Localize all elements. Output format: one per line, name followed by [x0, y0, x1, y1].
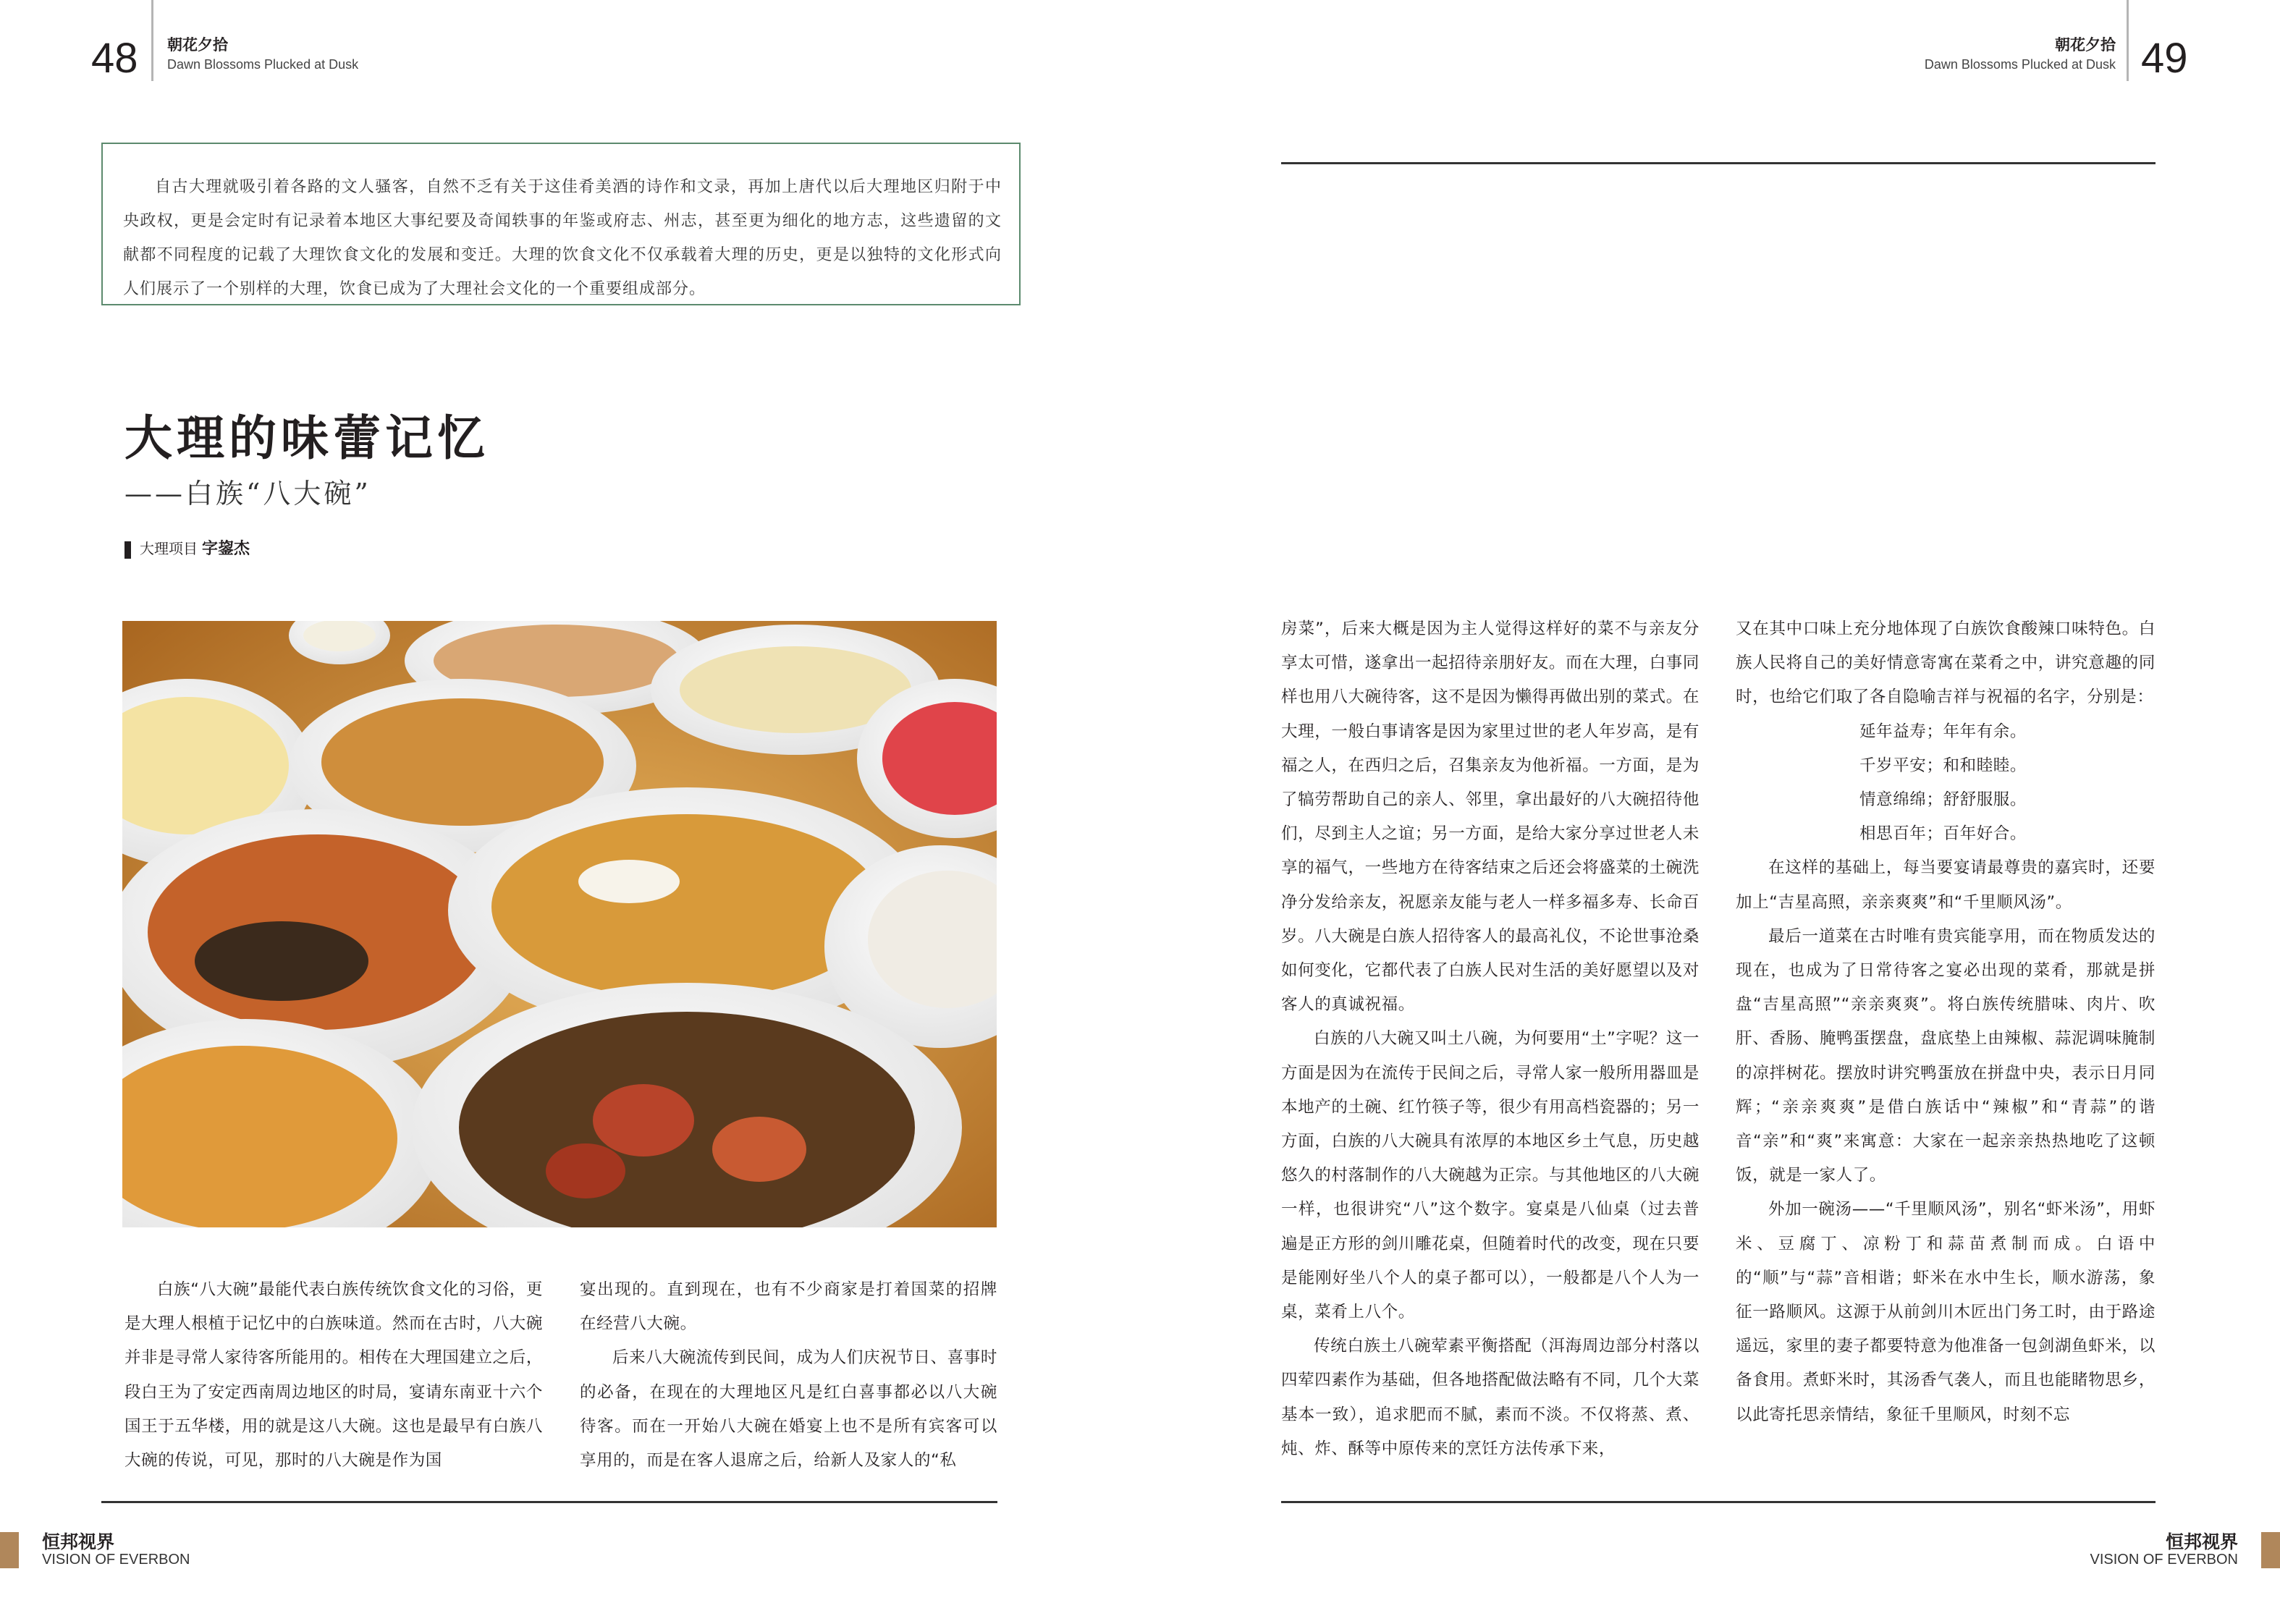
paragraph-continued: 宴出现的。直到现在，也有不少商家是打着国菜的招牌在经营八大碗。 [580, 1280, 997, 1334]
paragraph: 白族“八大碗”最能代表白族传统饮食文化的习俗，更是大理人根植于记忆中的白族味道。然而在古时，八大碗并非是寻常人家待客所能用的。相传在大理国建立之后，段白王为了安定西南周边地区的时局，宴请东南亚十六个国王于五华楼，用的就是这八大碗。这也是最早有白族八大碗的传说，可见，那时的八大碗是作为国 [124, 1280, 543, 1471]
left-footer-block [0, 1532, 19, 1568]
byline-marker [124, 541, 131, 559]
body-column-4 [1736, 612, 2156, 1432]
left-column-title-cn: 朝花夕拾 [167, 36, 228, 54]
left-footer-brand-en: VISION OF EVERBON [42, 1552, 190, 1568]
intro-box [101, 143, 1021, 305]
left-column-title-en: Dawn Blossoms Plucked at Dusk [167, 57, 359, 72]
blessing-line: 情意绵绵；舒舒服服。 [1859, 790, 2027, 810]
right-footer-brand-cn: 恒邦视界 [2165, 1531, 2238, 1552]
paragraph: 最后一道菜在古时唯有贵宾能享用，而在物质发达的现在，也成为了日常待客之宴必出现的菜肴，那就是拼盘“吉星高照”“亲亲爽爽”。将白族传统腊味、肉片、吹肝、香肠、腌鸭蛋摆盘，盘底垫上由辣椒、蒜泥调味腌制的凉拌树花。摆放时讲究鸭蛋放在拼盘中央，表示日月同辉；“亲亲爽爽”是借白族话中“辣椒”和“青蒜”的谐音“亲”和“爽”来寓意：大家在一起亲亲热热地吃了这顿饭，就是一家人了。 [1736, 926, 2156, 1185]
paragraph: 在这样的基础上，每当要宴请最尊贵的嘉宾时，还要加上“吉星高照，亲亲爽爽”和“千里顺风汤”。 [1736, 858, 2156, 912]
blessing-line: 千岁平安；和和睦睦。 [1859, 756, 2027, 775]
article-subtitle: ——白族“八大碗” [124, 478, 371, 509]
right-bottom-rule [1281, 1501, 2156, 1503]
paragraph: 白族的八大碗又叫土八碗，为何要用“土”字呢？这一方面是因为在流传于民间之后，寻常人家一般所用器皿是本地产的土碗、红竹筷子等，很少有用高档瓷器的；另一方面，白族的八大碗具有浓厚的本地区乡土气息，历史越悠久的村落制作的八大碗越为正宗。与其他地区的八大碗一样，也很讲究“八”这个数字。宴桌是八仙桌（过去普遍是正方形的剑川雕花桌，但随着时代的改变，现在只要是能刚好坐八个人的桌子都可以），一般都是八个人为一桌，菜肴上八个。 [1281, 1029, 1700, 1322]
top-rule [1281, 162, 2156, 164]
left-footer-brand-cn: 恒邦视界 [42, 1531, 115, 1552]
byline-department: 大理项目 [140, 540, 198, 557]
paragraph-continued: 房菜”，后来大概是因为主人觉得这样好的菜不与亲友分享太可惜，遂拿出一起招待亲朋好友。而在大理，白事同样也用八大碗待客，这不是因为懒得再做出别的菜式。在大理，一般白事请客是因为家里过世的老人年岁高，是有福之人，在西归之后，召集亲友为他祈福。一方面，是为了犒劳帮助自己的亲人、邻里，拿出最好的八大碗招待他们，尽到主人之谊；另一方面，是给大家分享过世老人未享的福气，一些地方在待客结束之后还会将盛菜的土碗洗净分发给亲友，祝愿亲友能与老人一样多福多寿、长命百岁。八大碗是白族人招待客人的最高礼仪，不论世事沧桑如何变化，它都代表了白族人民对生活的美好愿望以及对客人的真诚祝福。 [1281, 619, 1700, 1015]
body-column-3 [1281, 612, 1700, 1466]
byline-author: 字鋆杰 [202, 540, 250, 558]
article-title: 大理的味蕾记忆 [124, 410, 489, 466]
paragraph-continued: 又在其中口味上充分地体现了白族饮食酸辣口味特色。白族人民将自己的美好情意寄寓在菜肴之中，讲究意趣的同时，也给它们取了各自隐喻吉祥与祝福的名字，分别是： [1736, 619, 2156, 707]
intro-text: 自古大理就吸引着各路的文人骚客，自然不乏有关于这佳肴美酒的诗作和文录，再加上唐代以后大理地区归附于中央政权，更是会定时有记录着本地区大事纪要及奇闻轶事的年鉴或府志、州志，甚至更为细化的地方志，这些遗留的文献都不同程度的记载了大理饮食文化的发展和变迁。大理的饮食文化不仅承载着大理的历史，更是以独特的文化形式向人们展示了一个别样的大理，饮食已成为了大理社会文化的一个重要组成部分。 [123, 178, 1002, 298]
right-page-number: 49 [2141, 35, 2188, 82]
right-column-title-cn: 朝花夕拾 [2055, 36, 2116, 54]
left-header-divider [151, 0, 153, 81]
right-footer-block [2261, 1532, 2280, 1568]
right-footer-brand-en: VISION OF EVERBON [2090, 1552, 2238, 1568]
blessing-line: 相思百年；百年好合。 [1859, 824, 2027, 844]
left-page-number: 48 [91, 35, 138, 82]
byline [124, 538, 250, 559]
body-column-1 [124, 1273, 543, 1478]
right-header-divider [2127, 0, 2129, 81]
paragraph: 外加一碗汤——“千里顺风汤”，别名“虾米汤”，用虾米、豆腐丁、凉粉丁和蒜苗煮制而成。白语中的“顺”与“蒜”音相谐；虾米在水中生长，顺水游荡，象征一路顺风。这源于从前剑川木匠出门务工时，由于路途遥远，家里的妻子都要特意为他准备一包剑湖鱼虾米，以备食用。煮虾米时，其汤香气袭人，而且也能睹物思乡，以此寄托思亲情结，象征千里顺风，时刻不忘 [1736, 1200, 2156, 1424]
food-photo [122, 621, 997, 1227]
paragraph: 传统白族土八碗荤素平衡搭配（洱海周边部分村落以四荤四素作为基础，但各地搭配做法略有不同，几个大菜基本一致），追求肥而不腻，素而不淡。不仅将蒸、煮、炖、炸、酥等中原传来的烹饪方法传承下来， [1281, 1337, 1700, 1458]
body-column-2 [580, 1273, 997, 1478]
left-bottom-rule [101, 1501, 997, 1503]
right-column-title-en: Dawn Blossoms Plucked at Dusk [1924, 57, 2116, 72]
blessing-line: 延年益寿；年年有余。 [1859, 722, 2027, 741]
paragraph: 后来八大碗流传到民间，成为人们庆祝节日、喜事时的必备，在现在的大理地区凡是红白喜事都必以八大碗待客。而在一开始八大碗在婚宴上也不是所有宾客可以享用的，而是在客人退席之后，给新人及家人的“私 [580, 1348, 997, 1471]
